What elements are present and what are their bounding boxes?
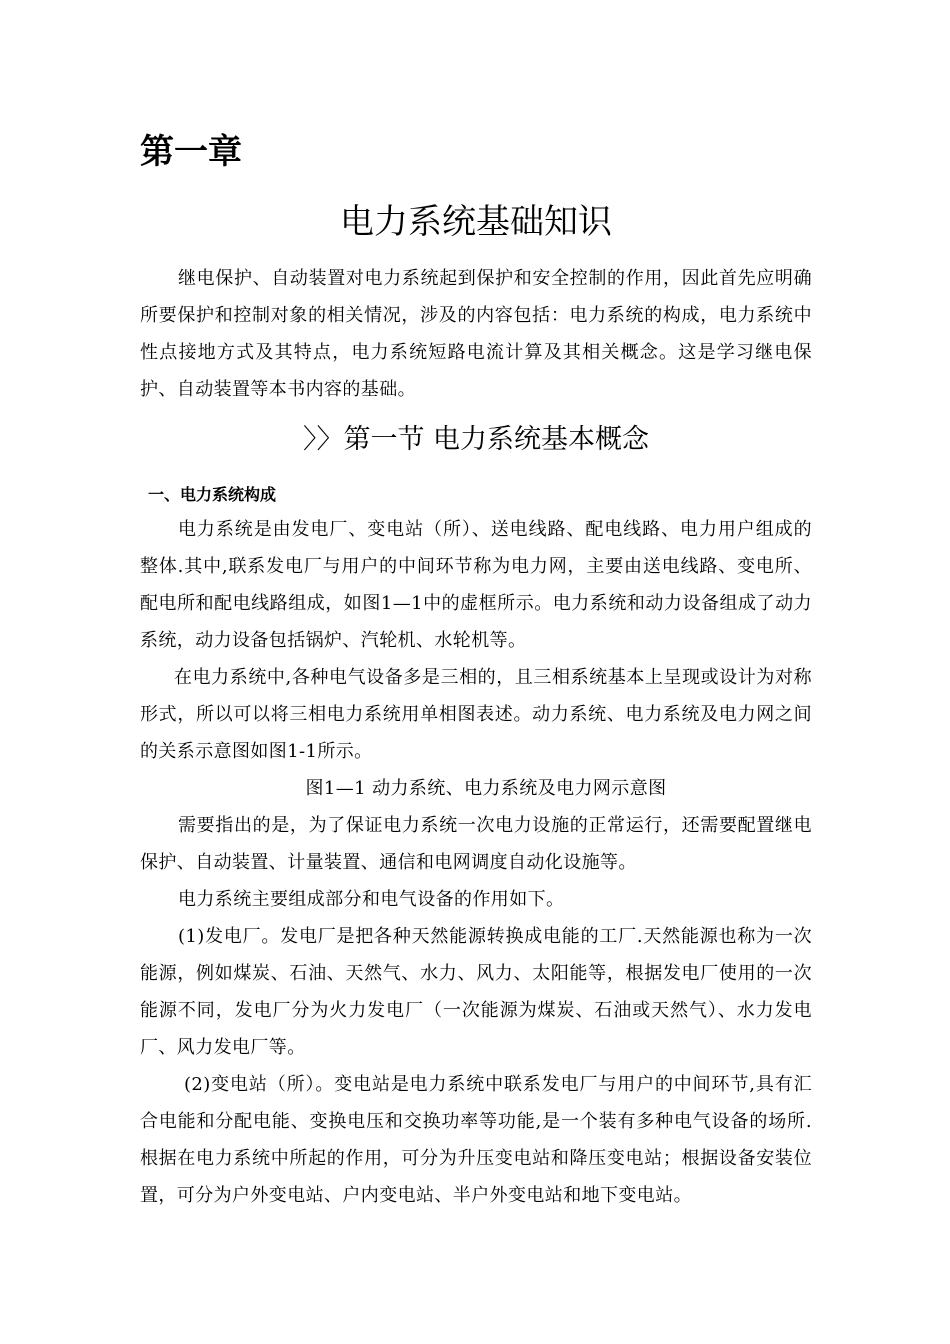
paragraph-three-phase: 在电力系统中,各种电气设备多是三相的，且三相系统基本上呈现或设计为对称形式，所以可以将三相电力系统用单相图表述。动力系统、电力系统及电力网之间的关系示意图如图1-1所示。 — [140, 667, 812, 762]
figure-caption: 图1—1 动力系统、电力系统及电力网示意图 — [305, 778, 667, 799]
chapter-title: 电力系统基础知识 — [340, 202, 612, 242]
paragraph-power-plant: (1)发电厂。发电厂是把各种天然能源转换成电能的工厂.天然能源也称为一次能源，例如煤炭、石油、天然气、水力、风力、太阳能等，根据发电厂使用的一次能源不同，发电厂分为火力发电厂（一次能源为煤炭、石油或天然气）、水力发电厂、风力发电厂等。 — [140, 926, 812, 1058]
paragraph-power-system-definition: 电力系统是由发电厂、变电站（所）、送电线路、配电线路、电力用户组成的整体.其中,联系发电厂与用户的中间环节称为电力网，主要由送电线路、变电所、配电所和配电线路组成，如图1—1中的虚框所示。电力系统和动力设备组成了动力系统，动力设备包括锅炉、汽轮机、水轮机等。 — [140, 519, 812, 651]
paragraph-protection-needs: 需要指出的是，为了保证电力系统一次电力设施的正常运行，还需要配置继电保护、自动装置、计量装置、通信和电网调度自动化设施等。 — [140, 815, 812, 873]
body-text — [140, 511, 812, 1214]
section-heading: 〉〉第一节 电力系统基本概念 — [302, 424, 650, 455]
chapter-heading: 第一章 — [140, 132, 242, 172]
paragraph-substation: (2)变电站（所）。变电站是电力系统中联系发电厂与用户的中间环节,具有汇合电能和分配电能、变换电压和交换功率等功能,是一个装有多种电气设备的场所.根据在电力系统中所起的作用，可分为升压变电站和降压变电站；根据设备安装位置，可分为户外变电站、户内变电站、半户外变电站和地下变电站。 — [140, 1074, 812, 1206]
intro-block — [140, 260, 812, 408]
intro-paragraph: 继电保护、自动装置对电力系统起到保护和安全控制的作用，因此首先应明确所要保护和控制对象的相关情况，涉及的内容包括：电力系统的构成，电力系统中性点接地方式及其特点，电力系统短路电流计算及其相关概念。这是学习继电保护、自动装置等本书内容的基础。 — [140, 268, 812, 400]
subsection-heading: 一、电力系统构成 — [148, 485, 277, 504]
paragraph-components-intro: 电力系统主要组成部分和电气设备的作用如下。 — [178, 889, 565, 910]
